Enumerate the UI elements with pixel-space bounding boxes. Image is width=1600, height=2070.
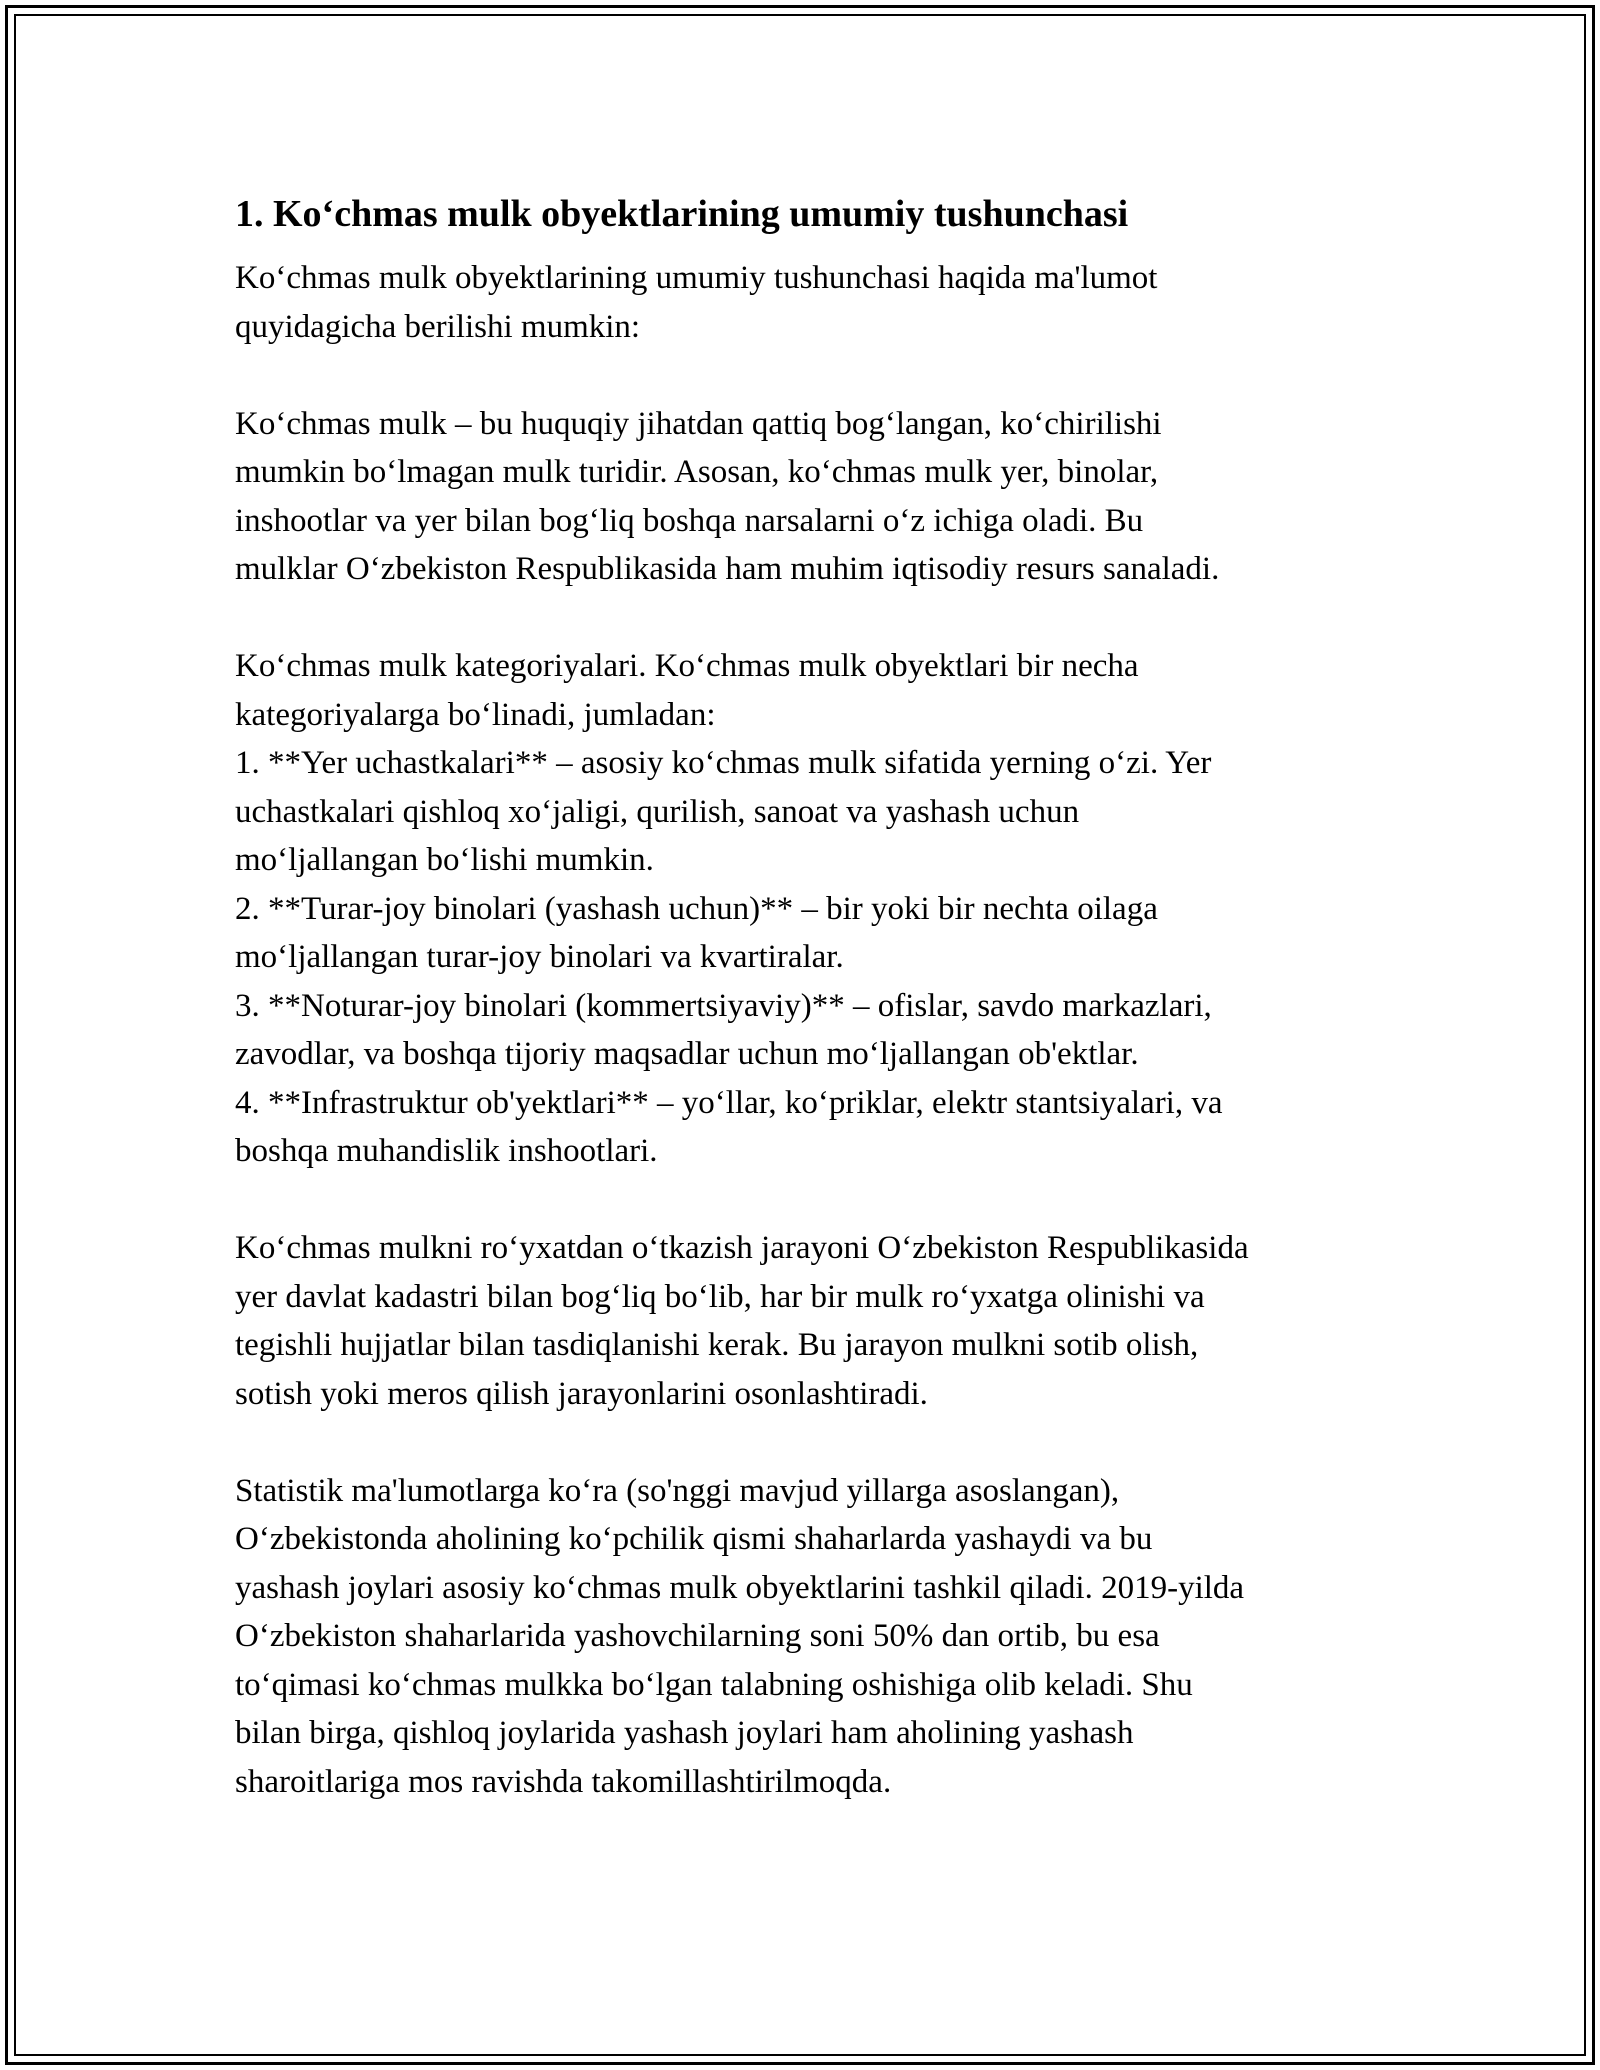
paragraph-definition — [235, 400, 1395, 594]
list-item-line: mo‘ljallangan bo‘lishi mumkin. — [235, 842, 654, 878]
paragraph-categories — [235, 642, 1395, 1176]
paragraph-spacer — [235, 594, 1395, 643]
text-line: Ko‘chmas mulkni ro‘yxatdan o‘tkazish jarayoni O‘zbekiston Respublikasida — [235, 1230, 1249, 1266]
text-line: bilan birga, qishloq joylarida yashash joylari ham aholining yashash — [235, 1715, 1134, 1751]
list-item-line: 1. **Yer uchastkalari** – asosiy ko‘chmas mulk sifatida yerning o‘zi. Yer — [235, 745, 1212, 781]
text-line: O‘zbekistonda aholining ko‘pchilik qismi shaharlarda yashaydi va bu — [235, 1521, 1153, 1557]
paragraph-spacer — [235, 1176, 1395, 1225]
paragraph-spacer — [235, 1418, 1395, 1467]
text-line: sotish yoki meros qilish jarayonlarini osonlashtiradi. — [235, 1375, 928, 1412]
paragraph-intro — [235, 254, 1395, 351]
list-item-line: zavodlar, va boshqa tijoriy maqsadlar uchun mo‘ljallangan ob'ektlar. — [235, 1036, 1139, 1072]
text-line: Ko‘chmas mulk kategoriyalari. Ko‘chmas mulk obyektlari bir necha — [235, 648, 1139, 684]
list-item-line: boshqa muhandislik inshootlari. — [235, 1133, 658, 1169]
text-line: Statistik ma'lumotlarga ko‘ra (so'nggi mavjud yillarga asoslangan), — [235, 1472, 1120, 1509]
text-line: kategoriyalarga bo‘linadi, jumladan: — [235, 696, 716, 733]
list-item-line: uchastkalari qishloq xo‘jaligi, qurilish, sanoat va yashash uchun — [235, 793, 1080, 830]
text-line: Ko‘chmas mulk obyektlarining umumiy tushunchasi haqida ma'lumot — [235, 260, 1158, 296]
section-heading: 1. Ko‘chmas mulk obyektlarining umumiy tushunchasi — [235, 193, 1129, 235]
paragraph-registration — [235, 1224, 1395, 1418]
text-line: quyidagicha berilishi mumkin: — [235, 308, 641, 345]
text-line: tegishli hujjatlar bilan tasdiqlanishi kerak. Bu jarayon mulkni sotib olish, — [235, 1327, 1199, 1363]
text-line: yashash joylari asosiy ko‘chmas mulk obyektlarini tashkil qiladi. 2019-yilda — [235, 1569, 1245, 1606]
list-item-line: 3. **Noturar-joy binolari (kommertsiyaviy)** – ofislar, savdo markazlari, — [235, 987, 1212, 1024]
list-item-line: 4. **Infrastruktur ob'yektlari** – yo‘llar, ko‘priklar, elektr stantsiyalari, va — [235, 1084, 1223, 1121]
text-line: sharoitlariga mos ravishda takomillashtirilmoqda. — [235, 1763, 892, 1800]
text-line: Ko‘chmas mulk – bu huquqiy jihatdan qattiq bog‘langan, ko‘chirilishi — [235, 405, 1162, 442]
list-item-line: mo‘ljallangan turar-joy binolari va kvartiralar. — [235, 939, 844, 975]
paragraph-spacer — [235, 351, 1395, 400]
paragraph-statistics — [235, 1467, 1395, 1807]
document-body — [235, 186, 1395, 1806]
text-line: mulklar O‘zbekiston Respublikasida ham muhim iqtisodiy resurs sanaladi. — [235, 551, 1220, 587]
text-line: inshootlar va yer bilan bog‘liq boshqa narsalarni o‘z ichiga oladi. Bu — [235, 502, 1144, 539]
text-line: to‘qimasi ko‘chmas mulkka bo‘lgan talabning oshishiga olib keladi. Shu — [235, 1666, 1193, 1703]
text-line: O‘zbekiston shaharlarida yashovchilarning soni 50% dan ortib, bu esa — [235, 1618, 1160, 1654]
text-line: mumkin bo‘lmagan mulk turidir. Asosan, ko‘chmas mulk yer, binolar, — [235, 454, 1159, 490]
text-line: yer davlat kadastri bilan bog‘liq bo‘lib, har bir mulk ro‘yxatga olinishi va — [235, 1278, 1205, 1315]
list-item-line: 2. **Turar-joy binolari (yashash uchun)** – bir yoki bir nechta oilaga — [235, 890, 1158, 927]
